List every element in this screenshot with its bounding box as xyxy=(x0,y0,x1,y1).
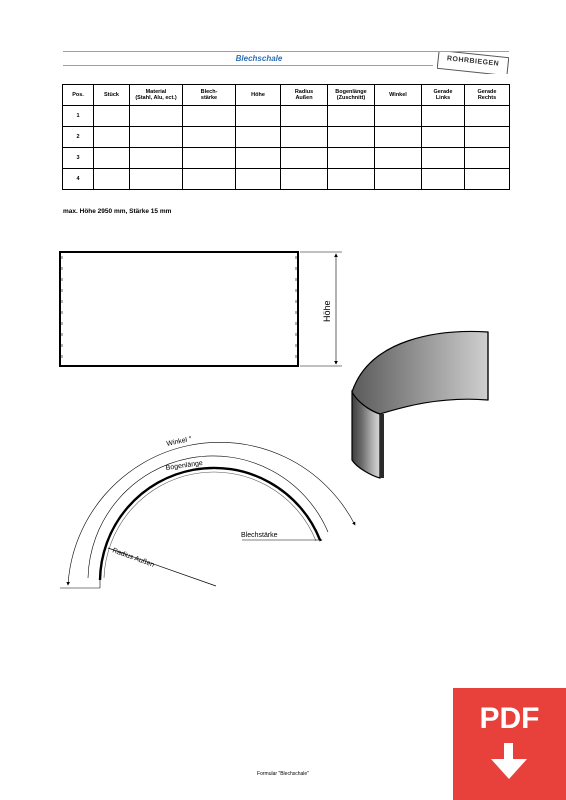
flat-sheet xyxy=(60,252,298,366)
cell-arc-length[interactable] xyxy=(328,148,375,169)
cell-thickness[interactable] xyxy=(183,169,236,190)
cell-thickness[interactable] xyxy=(183,148,236,169)
table-row xyxy=(63,127,510,148)
cell-count[interactable] xyxy=(94,106,130,127)
download-arrow-icon xyxy=(489,743,529,783)
cell-thickness[interactable] xyxy=(183,106,236,127)
col-header-straight-left: Gerade Links xyxy=(422,85,465,106)
table-row xyxy=(63,169,510,190)
cell-angle[interactable] xyxy=(375,106,422,127)
cell-straight-left[interactable] xyxy=(422,127,465,148)
cell-straight-right[interactable] xyxy=(465,169,510,190)
cell-count[interactable] xyxy=(94,127,130,148)
col-header-height: Höhe xyxy=(236,85,281,106)
cell-angle[interactable] xyxy=(375,148,422,169)
col-header-pos: Pos. xyxy=(63,85,94,106)
header-rule-bottom xyxy=(63,65,433,66)
cell-height[interactable] xyxy=(236,127,281,148)
height-label: Höhe xyxy=(322,300,332,322)
cell-count[interactable] xyxy=(94,148,130,169)
order-table xyxy=(62,84,510,190)
arc-length-label: Bogenlänge xyxy=(165,459,204,472)
cell-straight-left[interactable] xyxy=(422,106,465,127)
radius-label: Radius Außen xyxy=(111,547,156,569)
cell-count[interactable] xyxy=(94,169,130,190)
cell-angle[interactable] xyxy=(375,127,422,148)
max-dimensions-note: max. Höhe 2950 mm, Stärke 15 mm xyxy=(63,208,172,215)
row-pos: 3 xyxy=(63,148,94,169)
arc-diagram xyxy=(60,442,355,588)
cell-height[interactable] xyxy=(236,106,281,127)
cell-material[interactable] xyxy=(130,169,183,190)
cell-height[interactable] xyxy=(236,148,281,169)
pdf-download-button[interactable] xyxy=(453,688,566,800)
row-pos: 4 xyxy=(63,169,94,190)
col-header-angle: Winkel xyxy=(375,85,422,106)
footer-text: Formular "Blechschale" xyxy=(257,771,309,777)
cell-arc-length[interactable] xyxy=(328,127,375,148)
row-pos: 2 xyxy=(63,127,94,148)
height-dimension xyxy=(300,252,342,366)
pdf-label: PDF xyxy=(479,702,540,735)
table-row xyxy=(63,148,510,169)
thickness-label: Blechstärke xyxy=(241,532,278,539)
col-header-material: Material (Stahl, Alu, ect.) xyxy=(130,85,183,106)
cell-material[interactable] xyxy=(130,127,183,148)
cell-radius[interactable] xyxy=(281,169,328,190)
cell-straight-right[interactable] xyxy=(465,127,510,148)
cell-radius[interactable] xyxy=(281,127,328,148)
curved-shell-3d xyxy=(352,331,488,478)
col-header-count: Stück xyxy=(94,85,130,106)
cell-radius[interactable] xyxy=(281,148,328,169)
technical-drawing xyxy=(0,240,566,600)
cell-straight-right[interactable] xyxy=(465,148,510,169)
page-title: Blechschale xyxy=(235,54,283,63)
row-pos: 1 xyxy=(63,106,94,127)
cell-radius[interactable] xyxy=(281,106,328,127)
col-header-arc-length: Bogenlänge (Zuschnitt) xyxy=(328,85,375,106)
table-header-row xyxy=(63,85,510,106)
cell-straight-right[interactable] xyxy=(465,106,510,127)
cell-angle[interactable] xyxy=(375,169,422,190)
angle-label: Winkel ° xyxy=(165,435,193,448)
cell-arc-length[interactable] xyxy=(328,169,375,190)
cell-thickness[interactable] xyxy=(183,127,236,148)
cell-material[interactable] xyxy=(130,106,183,127)
cell-material[interactable] xyxy=(130,148,183,169)
col-header-radius: Radius Außen xyxy=(281,85,328,106)
cell-arc-length[interactable] xyxy=(328,106,375,127)
logo-text: ROHRBIEGEN xyxy=(446,55,500,68)
company-logo xyxy=(437,52,509,74)
cell-height[interactable] xyxy=(236,169,281,190)
cell-straight-left[interactable] xyxy=(422,148,465,169)
col-header-straight-right: Gerade Rechts xyxy=(465,85,510,106)
cell-straight-left[interactable] xyxy=(422,169,465,190)
col-header-thickness: Blech- stärke xyxy=(183,85,236,106)
table-row xyxy=(63,106,510,127)
